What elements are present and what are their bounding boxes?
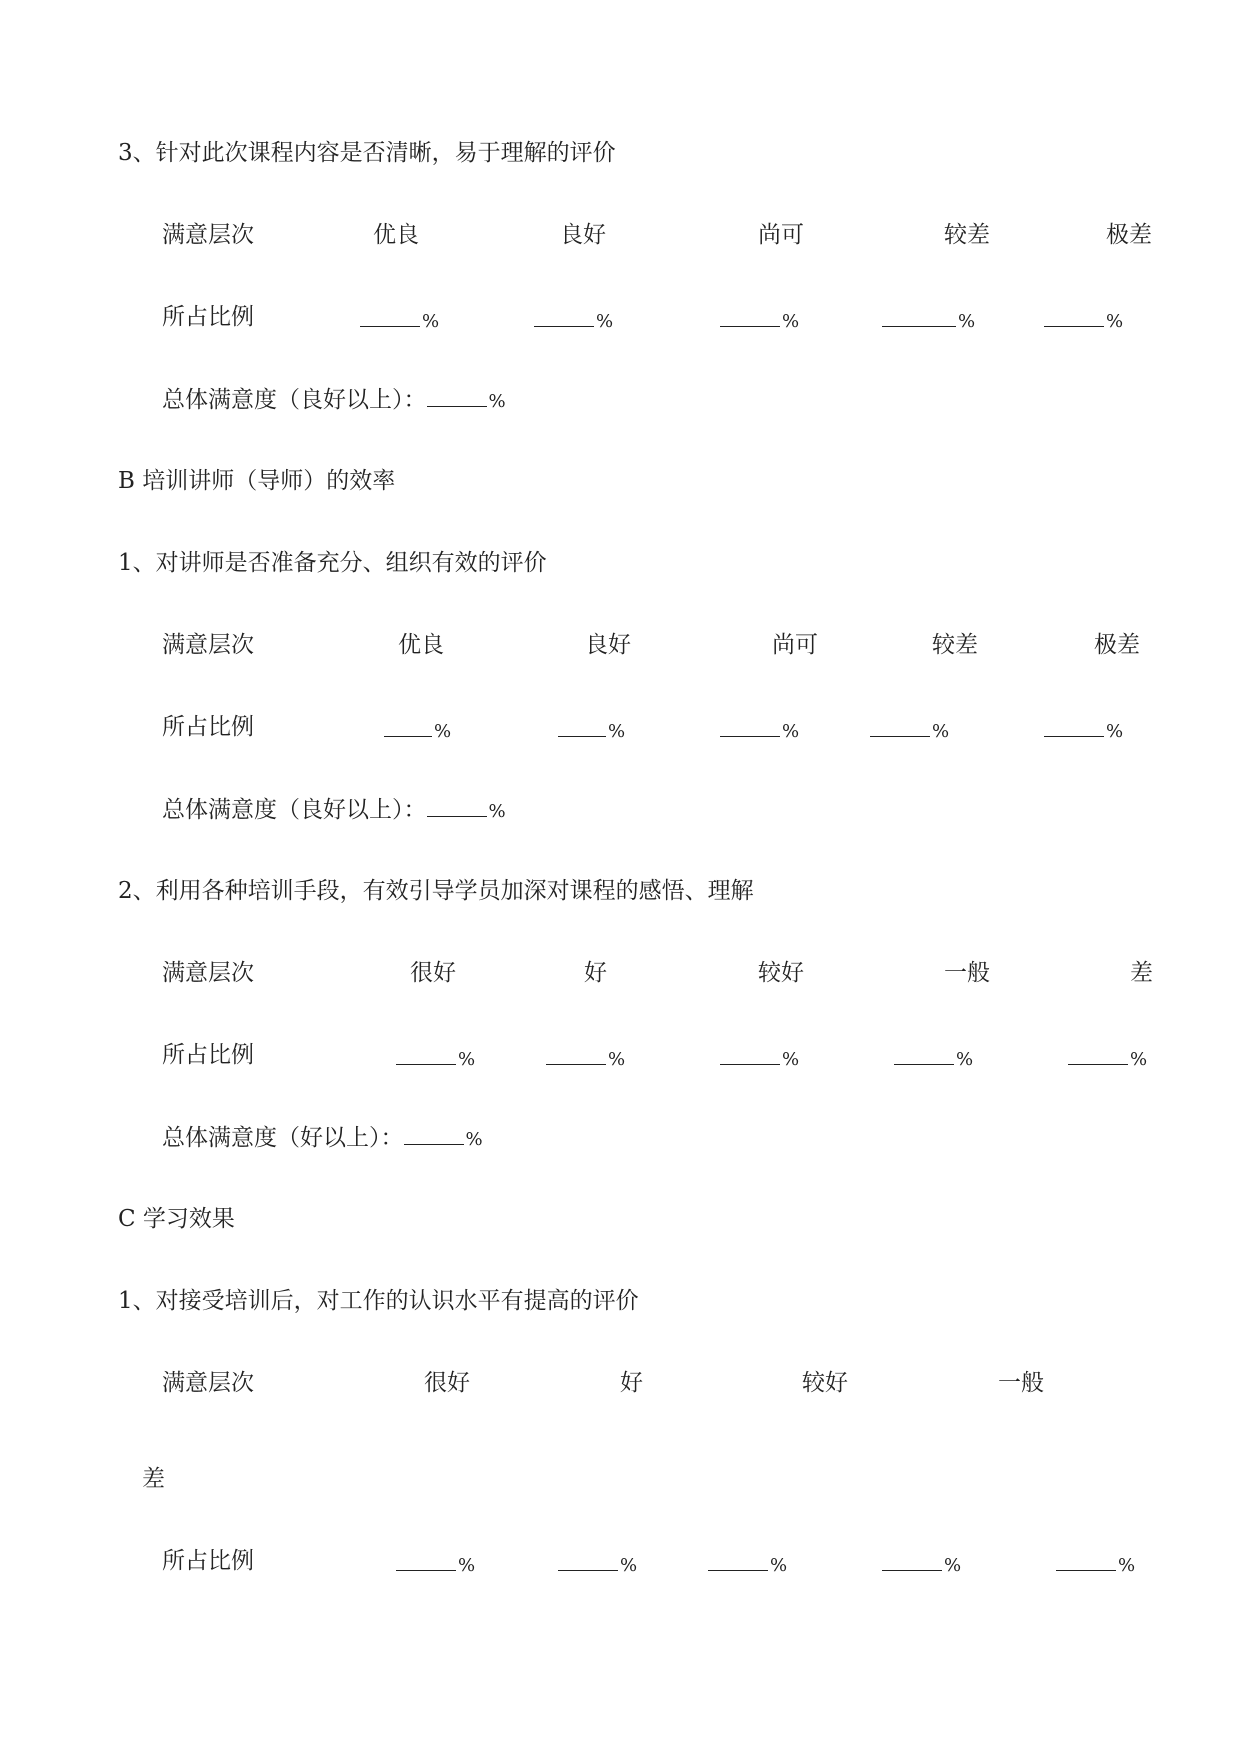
ratio-row-label: 所占比例 xyxy=(162,304,254,330)
percent-blank[interactable]: % xyxy=(720,304,799,337)
percent-blank[interactable]: % xyxy=(1056,1548,1135,1581)
level-option: 良好 xyxy=(560,222,606,248)
level-option: 较差 xyxy=(932,632,978,658)
level-row-label: 满意层次 xyxy=(162,632,254,658)
overall-label: 总体满意度（好以上）： xyxy=(162,1125,404,1151)
level-row-label: 满意层次 xyxy=(162,960,254,986)
percent-blank[interactable]: % xyxy=(1068,1042,1147,1075)
level-option: 一般 xyxy=(998,1370,1044,1396)
percent-blank[interactable]: % xyxy=(894,1042,973,1075)
section-c-title: C 学习效果 xyxy=(118,1206,235,1232)
ratio-row-label: 所占比例 xyxy=(162,1548,254,1574)
overall-satisfaction: 总体满意度（好以上）： % xyxy=(162,1122,483,1155)
level-option: 一般 xyxy=(944,960,990,986)
overall-blank[interactable] xyxy=(427,384,487,407)
level-row-label: 满意层次 xyxy=(162,222,254,248)
percent-blank[interactable]: % xyxy=(360,304,439,337)
question-c1-title: 1、对接受培训后，对工作的认识水平有提高的评价 xyxy=(118,1288,639,1314)
percent-blank[interactable]: % xyxy=(1044,714,1123,747)
level-option: 极差 xyxy=(1106,222,1152,248)
level-row-label: 满意层次 xyxy=(162,1370,254,1396)
level-option: 尚可 xyxy=(758,222,804,248)
percent-blank[interactable]: % xyxy=(384,714,451,747)
percent-blank[interactable]: % xyxy=(882,304,975,337)
percent-blank[interactable]: % xyxy=(720,714,799,747)
percent-blank[interactable]: % xyxy=(1044,304,1123,337)
percent-blank[interactable]: % xyxy=(720,1042,799,1075)
overall-blank[interactable] xyxy=(427,794,487,817)
level-option: 优良 xyxy=(398,632,444,658)
level-option: 差 xyxy=(142,1466,165,1492)
level-option: 较差 xyxy=(944,222,990,248)
overall-label: 总体满意度（良好以上）： xyxy=(162,387,427,413)
percent-blank[interactable]: % xyxy=(546,1042,625,1075)
ratio-row-label: 所占比例 xyxy=(162,714,254,740)
overall-label: 总体满意度（良好以上）： xyxy=(162,797,427,823)
percent-blank[interactable]: % xyxy=(396,1042,475,1075)
percent-blank[interactable]: % xyxy=(558,1548,637,1581)
percent-blank[interactable]: % xyxy=(708,1548,787,1581)
question-b2-title: 2、利用各种培训手段，有效引导学员加深对课程的感悟、理解 xyxy=(118,878,754,904)
level-option: 好 xyxy=(620,1370,643,1396)
level-option: 差 xyxy=(1130,960,1153,986)
level-option: 极差 xyxy=(1094,632,1140,658)
percent-blank[interactable]: % xyxy=(558,714,625,747)
percent-blank[interactable]: % xyxy=(396,1548,475,1581)
level-option: 较好 xyxy=(758,960,804,986)
percent-blank[interactable]: % xyxy=(882,1548,961,1581)
level-option: 尚可 xyxy=(772,632,818,658)
overall-blank[interactable] xyxy=(404,1122,464,1145)
question-a3-title: 3、针对此次课程内容是否清晰，易于理解的评价 xyxy=(118,140,616,166)
overall-satisfaction: 总体满意度（良好以上）： % xyxy=(162,794,506,827)
level-option: 好 xyxy=(584,960,607,986)
question-b1-title: 1、对讲师是否准备充分、组织有效的评价 xyxy=(118,550,547,576)
level-option: 很好 xyxy=(424,1370,470,1396)
level-option: 较好 xyxy=(802,1370,848,1396)
level-option: 很好 xyxy=(410,960,456,986)
overall-satisfaction: 总体满意度（良好以上）： % xyxy=(162,384,506,417)
ratio-row-label: 所占比例 xyxy=(162,1042,254,1068)
percent-blank[interactable]: % xyxy=(870,714,949,747)
level-option: 优良 xyxy=(373,222,419,248)
percent-blank[interactable]: % xyxy=(534,304,613,337)
level-option: 良好 xyxy=(585,632,631,658)
section-b-title: B 培训讲师（导师）的效率 xyxy=(118,468,396,494)
